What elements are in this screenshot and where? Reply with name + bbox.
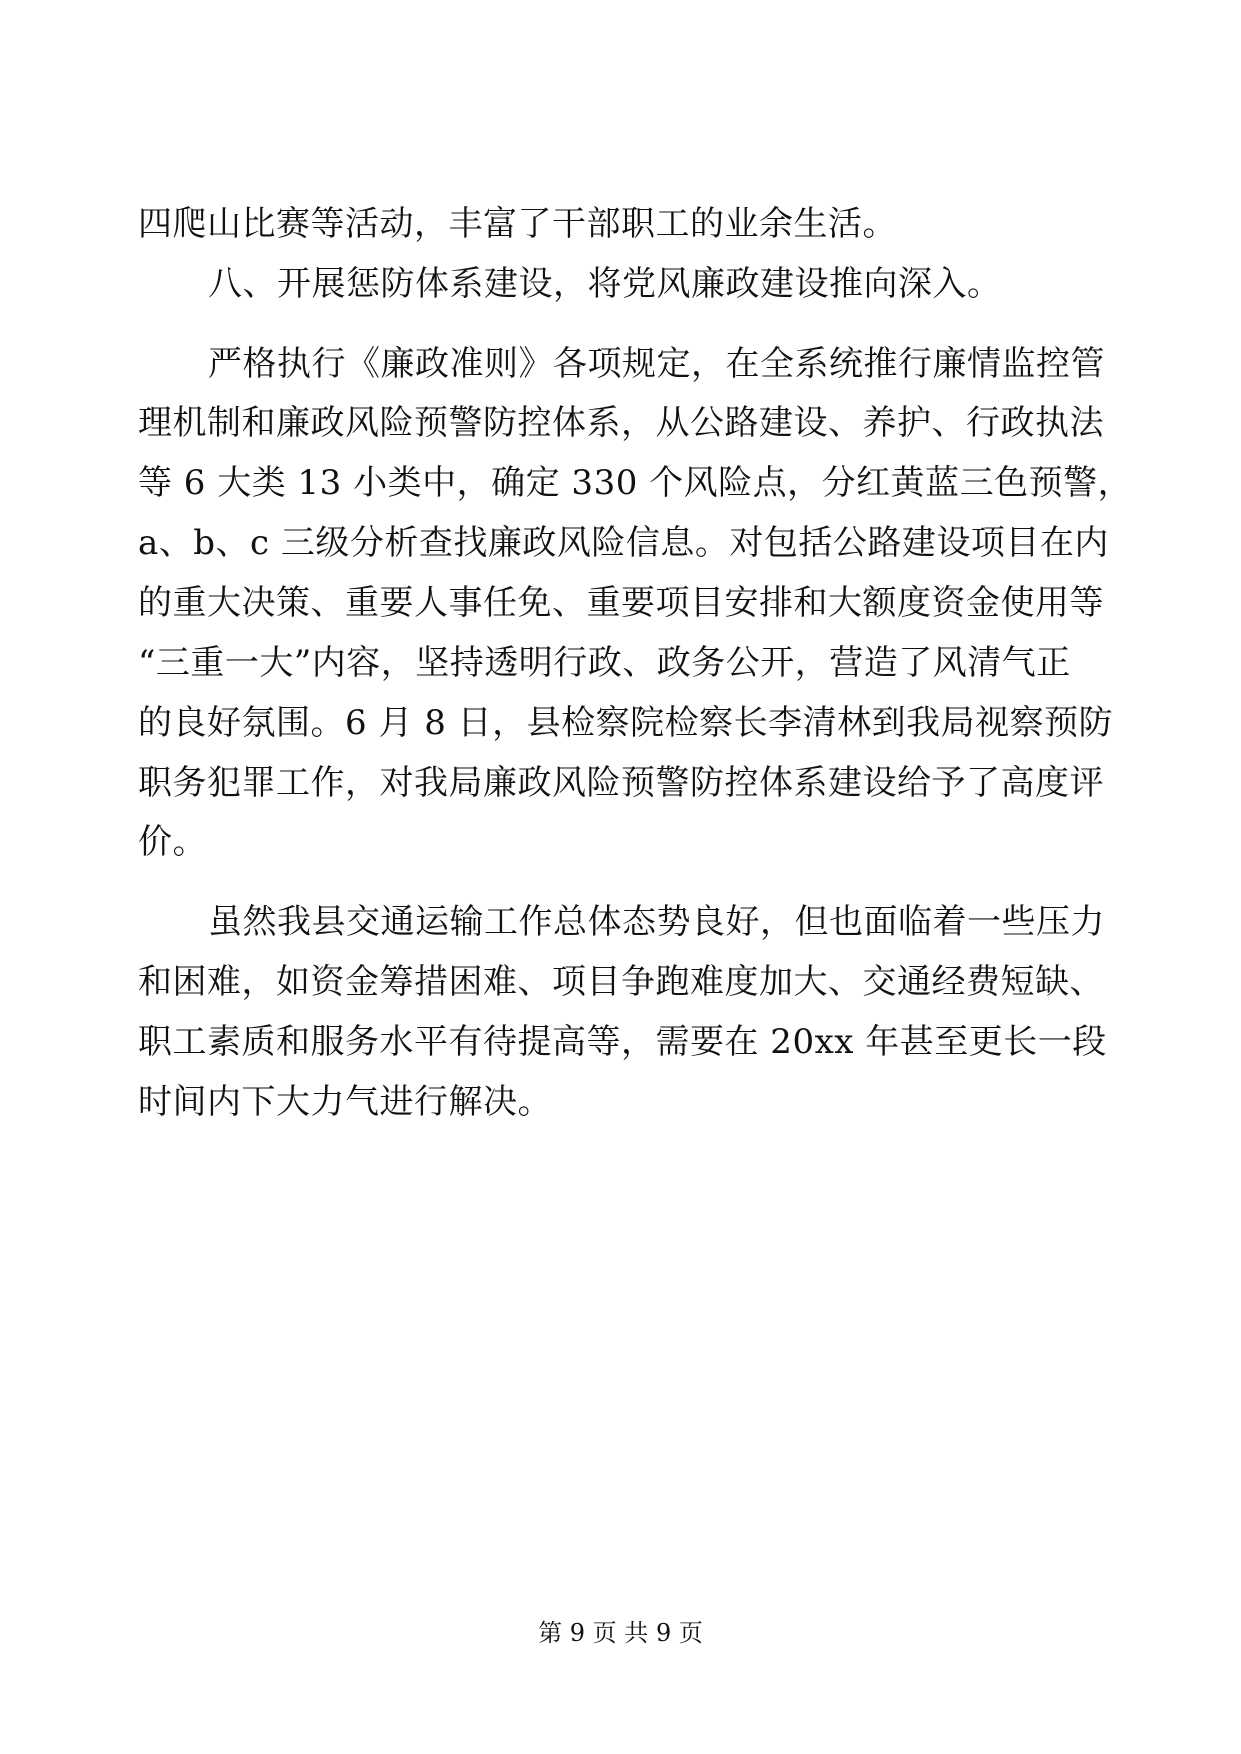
body-line: 的重大决策、重要人事任免、重要项目安排和大额度资金使用等 — [138, 583, 1104, 623]
body-line: 职工素质和服务水平有待提高等，需要在 20xx 年甚至更长一段 — [138, 1022, 1107, 1062]
body-line: 职务犯罪工作，对我局廉政风险预警防控体系建设给予了高度评 — [138, 763, 1104, 803]
body-line: “三重一大”内容，坚持透明行政、政务公开，营造了风清气正 — [138, 643, 1071, 683]
body-line: 时间内下大力气进行解决。 — [138, 1082, 552, 1122]
body-line: 的良好氛围。6 月 8 日，县检察院检察长李清林到我局视察预防 — [138, 703, 1114, 743]
page-footer: 第 9 页 共 9 页 — [538, 1619, 703, 1647]
section-heading: 八、开展惩防体系建设，将党风廉政建设推向深入。 — [208, 264, 1002, 304]
body-line: 四爬山比赛等活动，丰富了干部职工的业余生活。 — [138, 204, 897, 244]
body-line: 严格执行《廉政准则》各项规定，在全系统推行廉情监控管 — [208, 344, 1105, 384]
body-line: 等 6 大类 13 小类中，确定 330 个风险点，分红黄蓝三色预警， — [138, 463, 1133, 503]
body-line: 价。 — [138, 822, 207, 862]
body-line: 虽然我县交通运输工作总体态势良好，但也面临着一些压力 — [208, 902, 1105, 942]
body-line: a、b、c 三级分析查找廉政风险信息。对包括公路建设项目在内 — [138, 523, 1109, 563]
body-line: 和困难，如资金筹措困难、项目争跑难度加大、交通经费短缺、 — [138, 962, 1104, 1002]
body-line: 理机制和廉政风险预警防控体系，从公路建设、养护、行政执法 — [138, 403, 1104, 443]
